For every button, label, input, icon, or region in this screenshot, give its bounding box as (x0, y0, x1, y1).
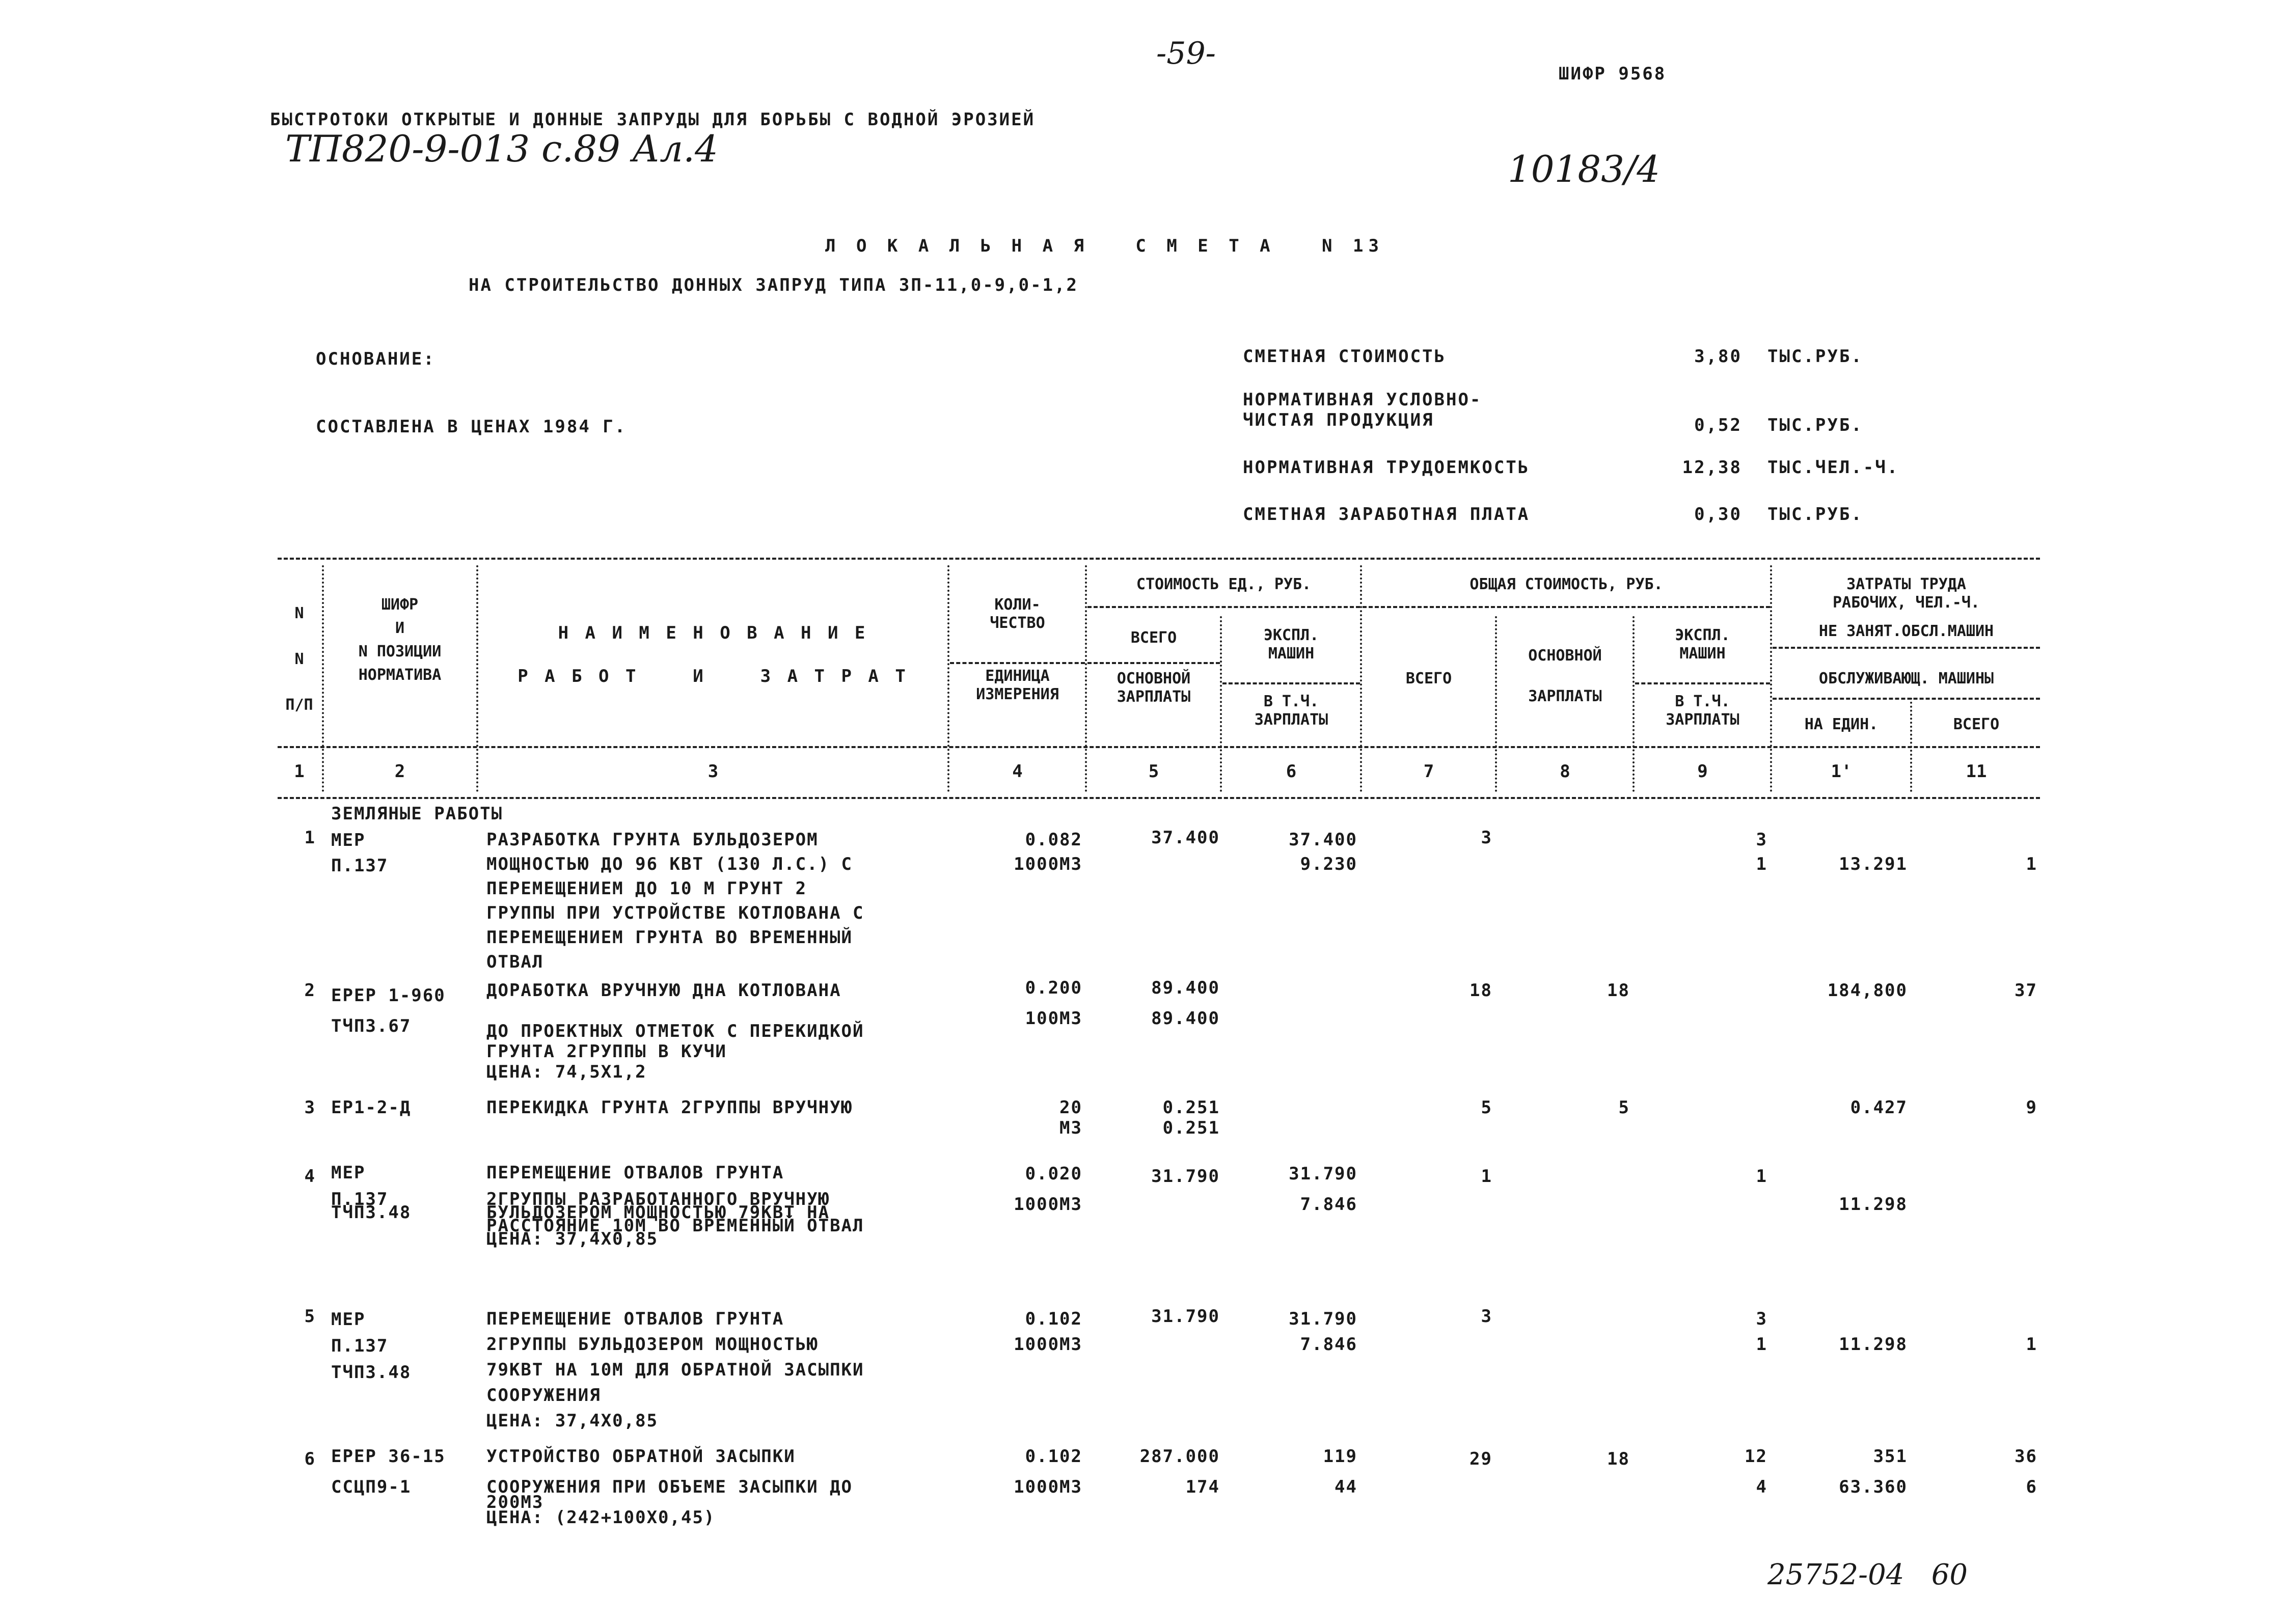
row-c10: 11.298 (1839, 1334, 1908, 1355)
header-c6-machines: ЭКСПЛ. МАШИН (1263, 626, 1319, 663)
row-c11: 36 6 (2015, 1446, 2037, 1497)
group-rule-c6 (1222, 682, 1360, 684)
summary-label: НОРМАТИВНАЯ ТРУДОЕМКОСТЬ (1243, 457, 1530, 478)
row-c11: 37 (2015, 980, 2037, 1001)
col-sep (1085, 565, 1087, 792)
header-labor: ЗАТРАТЫ ТРУДА РАБОЧИХ, ЧЕЛ.-Ч. (1833, 575, 1980, 612)
header-row-number: N N П/П (285, 604, 313, 714)
basis-label: ОСНОВАНИЕ: (316, 349, 436, 369)
header-name-sub: Р А Б О Т И З А Т Р А Т (518, 666, 909, 686)
row-c6: 37.400 9.230 (1289, 830, 1357, 874)
table-top-rule (278, 558, 2040, 560)
group-rule-c9 (1635, 682, 1770, 684)
header-c9-wage: В Т.Ч. ЗАРПЛАТЫ (1666, 693, 1739, 729)
group-rule-c5 (1087, 662, 1220, 664)
column-number: 8 (1560, 761, 1570, 782)
header-labor-nonmachine: НЕ ЗАНЯТ.ОБСЛ.МАШИН (1818, 622, 1994, 640)
cipher-label: ШИФР 9568 (1559, 64, 1667, 84)
column-number: 5 (1148, 761, 1159, 782)
header-name: Н А И М Е Н О В А Н И Е (558, 623, 868, 643)
header-c8-wage: ОСНОВНОЙ (1528, 647, 1602, 665)
row-number: 2 (304, 980, 316, 1001)
column-number: 11 (1966, 761, 1987, 782)
group-rule-labor1 (1773, 647, 2040, 649)
row-number: 6 (304, 1449, 316, 1469)
summary-label: НОРМАТИВНАЯ УСЛОВНО- ЧИСТАЯ ПРОДУКЦИЯ (1243, 390, 1482, 430)
header-c5-wage: ОСНОВНОЙ ЗАРПЛАТЫ (1117, 670, 1191, 706)
column-number: 7 (1423, 761, 1434, 782)
row-c11: 9 (2026, 1097, 2037, 1118)
row-name: ПЕРЕКИДКА ГРУНТА 2ГРУППЫ ВРУЧНУЮ (486, 1097, 853, 1118)
row-code: МЕР П.137 (331, 830, 389, 876)
table-colnum-rule (278, 797, 2040, 799)
row-c5: 31.790 (1151, 1166, 1220, 1187)
group-rule-total (1363, 606, 1770, 608)
row-c8: 18 (1607, 980, 1630, 1001)
col-sep (1910, 698, 1912, 792)
row-number: 4 (304, 1166, 316, 1187)
row-quantity: 20 М3 (1059, 1097, 1082, 1138)
header-unit-cost: СТОИМОСТЬ ЕД., РУБ. (1136, 575, 1312, 593)
handwritten-reference: ТП820-9-013 с.89 Ал.4 (285, 127, 718, 170)
row-c8: 5 (1618, 1097, 1630, 1118)
row-number: 1 (304, 828, 316, 848)
header-total-cost: ОБЩАЯ СТОИМОСТЬ, РУБ. (1469, 575, 1663, 593)
page-title: Л О К А Л Ь Н А Я С М Е Т А N 13 (825, 236, 1384, 256)
column-number: 1' (1831, 761, 1852, 782)
row-c10: 0.427 (1850, 1097, 1908, 1118)
header-code: ШИФР И N ПОЗИЦИИ НОРМАТИВА (358, 596, 442, 684)
section-title: ЗЕМЛЯНЫЕ РАБОТЫ (331, 804, 503, 824)
row-c10: 13.291 (1839, 854, 1908, 874)
row-quantity: 0.020 1000М3 (1014, 1164, 1082, 1215)
row-c7: 29 (1469, 1449, 1492, 1469)
row-name: ПЕРЕМЕЩЕНИЕ ОТВАЛОВ ГРУНТА 2ГРУППЫ БУЛЬДОЗЕРОМ МОЩНОСТЬЮ 79КВТ НА 10М ДЛЯ ОБРАТНОЙ ЗАСЫПКИ СООРУЖЕНИЯ ЦЕНА: 37,4Х0,85 (486, 1309, 864, 1431)
row-c7: 18 (1469, 980, 1492, 1001)
row-name: УСТРОЙСТВО ОБРАТНОЙ ЗАСЫПКИ СООРУЖЕНИЯ ПРИ ОБЪЕМЕ ЗАСЫПКИ ДО 200М3 ЦЕНА: (242+100Х0,45) (486, 1446, 853, 1528)
prices-label: СОСТАВЛЕНА В ЦЕНАХ 1984 Г. (316, 417, 627, 437)
row-code: ЕРЕР 1-960 ТЧПЗ.67 (331, 985, 446, 1036)
row-c9: 12 4 (1745, 1446, 1767, 1497)
header-c9-machines: ЭКСПЛ. МАШИН (1675, 626, 1730, 663)
summary-label: СМЕТНАЯ ЗАРАБОТНАЯ ПЛАТА (1243, 504, 1530, 525)
summary-value: 12,38 (1682, 457, 1742, 478)
col-sep (1360, 565, 1362, 792)
row-name: РАЗРАБОТКА ГРУНТА БУЛЬДОЗЕРОМ МОЩНОСТЬЮ ДО 96 КВТ (130 Л.С.) С ПЕРЕМЕЩЕНИЕМ ДО 10 М ГРУНТ 2 ГРУППЫ ПРИ УСТРОЙСТВЕ КОТЛОВАНА С ПЕРЕМЕЩЕНИЕМ ГРУНТА ВО ВРЕМЕННЫЙ ОТВАЛ (486, 830, 864, 972)
row-code: ЕР1-2-Д (331, 1097, 412, 1118)
row-code: ЕРЕР 36-15 ССЦП9-1 (331, 1446, 446, 1497)
header-c8-wage-sub: ЗАРПЛАТЫ (1528, 687, 1602, 705)
header-c6-wage: В Т.Ч. ЗАРПЛАТЫ (1254, 693, 1328, 729)
row-c8: 18 (1607, 1449, 1630, 1469)
row-name: ДОРАБОТКА ВРУЧНУЮ ДНА КОТЛОВАНА ДО ПРОЕКТНЫХ ОТМЕТОК С ПЕРЕКИДКОЙ ГРУНТА 2ГРУППЫ В КУЧИ ЦЕНА: 74,5Х1,2 (486, 980, 864, 1082)
group-rule-labor2 (1773, 698, 2040, 700)
col-sep (1495, 616, 1497, 792)
header-c10: НА ЕДИН. (1804, 715, 1879, 733)
row-quantity: 0.102 1000М3 (1014, 1446, 1082, 1497)
header-c11: ВСЕГО (1953, 715, 2000, 733)
summary-unit: ТЫС.РУБ. (1767, 504, 1863, 525)
row-c9: 3 1 (1756, 1309, 1767, 1355)
row-c7: 5 (1481, 1097, 1492, 1118)
row-code: МЕР П.137 ТЧПЗ.48 (331, 1163, 412, 1223)
page-number: -59- (1156, 36, 1216, 71)
header-c7-total: ВСЕГО (1405, 670, 1452, 687)
row-c10: 351 63.360 (1839, 1446, 1908, 1497)
header-labor-machine: ОБСЛУЖИВАЮЩ. МАШИНЫ (1818, 670, 1994, 687)
col-sep (476, 565, 478, 792)
column-number: 2 (394, 761, 405, 782)
row-c5: 31.790 (1151, 1306, 1220, 1327)
column-number: 6 (1286, 761, 1297, 782)
header-unit-measure: ЕДИНИЦА ИЗМЕРЕНИЯ (976, 667, 1059, 703)
row-quantity: 0.082 1000М3 (1014, 830, 1082, 874)
row-c9: 3 1 (1756, 830, 1767, 874)
handwritten-number: 10183/4 (1508, 148, 1661, 190)
row-c6: 119 44 (1323, 1446, 1357, 1497)
column-number: 9 (1697, 761, 1708, 782)
summary-value: 3,80 (1694, 346, 1742, 367)
document-series-title: БЫСТРОТОКИ ОТКРЫТЫЕ И ДОННЫЕ ЗАПРУДЫ ДЛЯ БОРЬБЫ С ВОДНОЙ ЭРОЗИЕЙ (270, 109, 1036, 130)
row-name: ПЕРЕМЕЩЕНИЕ ОТВАЛОВ ГРУНТА 2ГРУППЫ РАЗРАБОТАННОГО ВРУЧНУЮ БУЛЬДОЗЕРОМ МОЩНОСТЬЮ 79КВТ НА РАССТОЯНИЕ 10М ВО ВРЕМЕННЫЙ ОТВАЛ ЦЕНА: 37,4Х0,85 (486, 1163, 864, 1249)
header-quantity: КОЛИ- ЧЕСТВО (990, 596, 1045, 632)
column-number: 4 (1012, 761, 1023, 782)
row-c6: 31.790 7.846 (1289, 1164, 1357, 1215)
row-number: 3 (304, 1097, 316, 1118)
row-c9: 1 (1756, 1166, 1767, 1187)
col-sep (947, 565, 949, 792)
row-c11: 1 (2026, 854, 2037, 874)
row-c10: 11.298 (1839, 1194, 1908, 1215)
row-c5: 89.400 89.400 (1151, 978, 1220, 1029)
header-c5-total: ВСЕГО (1130, 629, 1177, 647)
row-c5: 287.000 174 (1139, 1446, 1220, 1497)
group-rule-c4 (950, 662, 1085, 664)
row-code: МЕР П.137 ТЧПЗ.48 (331, 1309, 412, 1383)
summary-value: 0,52 (1694, 415, 1742, 435)
group-rule-unit (1087, 606, 1360, 608)
column-number: 3 (707, 761, 719, 782)
row-c7: 1 (1481, 1166, 1492, 1187)
row-c5: 0.251 0.251 (1162, 1097, 1220, 1138)
column-number: 1 (294, 761, 305, 782)
summary-unit: ТЫС.РУБ. (1767, 415, 1863, 435)
row-number: 5 (304, 1306, 316, 1327)
col-sep (1632, 616, 1635, 792)
summary-unit: ТЫС.ЧЕЛ.-Ч. (1767, 457, 1899, 478)
row-c7: 3 (1481, 1306, 1492, 1327)
row-quantity: 0.200 100М3 (1025, 978, 1082, 1029)
col-sep (1770, 565, 1772, 792)
summary-value: 0,30 (1694, 504, 1742, 525)
row-c5: 37.400 (1151, 828, 1220, 848)
row-c7: 3 (1481, 828, 1492, 848)
summary-label: СМЕТНАЯ СТОИМОСТЬ (1243, 346, 1446, 367)
summary-unit: ТЫС.РУБ. (1767, 346, 1863, 367)
page-subtitle: НА СТРОИТЕЛЬСТВО ДОННЫХ ЗАПРУД ТИПА ЗП-11,0-9,0-1,2 (469, 275, 1078, 295)
row-c6: 31.790 7.846 (1289, 1309, 1357, 1355)
row-c10: 184,800 (1827, 980, 1908, 1001)
footer-handwritten-code: 25752-04 60 (1767, 1558, 1968, 1591)
table-header-rule (278, 746, 2040, 748)
row-quantity: 0.102 1000М3 (1014, 1309, 1082, 1355)
col-sep (1220, 616, 1222, 792)
row-c11: 1 (2026, 1334, 2037, 1355)
